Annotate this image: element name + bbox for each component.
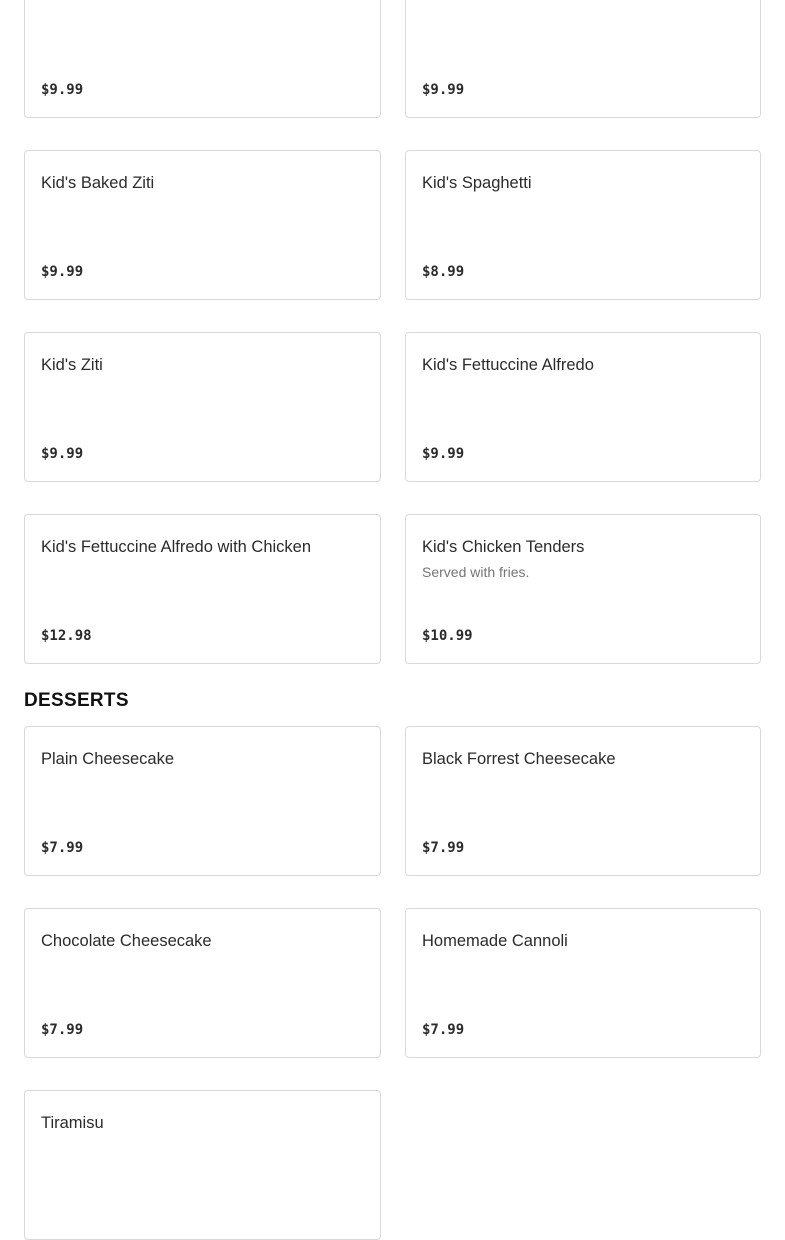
menu-item-price: $9.99	[422, 446, 465, 462]
menu-item-card[interactable]	[24, 150, 381, 300]
menu-item-price: $9.99	[41, 446, 84, 462]
menu-item-price: $12.98	[41, 628, 92, 644]
menu-item-description: Served with fries.	[422, 564, 530, 580]
menu-item-card[interactable]	[24, 726, 381, 876]
menu-item-card[interactable]	[405, 0, 761, 118]
menu-item-card[interactable]	[405, 726, 761, 876]
menu-item-price: $8.99	[422, 264, 465, 280]
menu-item-price: $7.99	[422, 1022, 465, 1038]
menu-item-price: $9.99	[41, 264, 84, 280]
menu-item-name: Kid's Ziti	[41, 356, 103, 374]
menu-item-card[interactable]	[405, 332, 761, 482]
menu-item-price: $7.99	[41, 840, 84, 856]
menu-item-name: Kid's Baked Ziti	[41, 174, 155, 192]
menu-item-card[interactable]	[405, 514, 761, 664]
menu-item-name: Kid's Spaghetti	[422, 174, 532, 192]
menu-item-price: $9.99	[41, 82, 84, 98]
menu-item-price: $9.99	[422, 82, 465, 98]
menu-item-name: Kid's Chicken Tenders	[422, 538, 585, 556]
menu-item-price: $7.99	[422, 840, 465, 856]
menu-item-price: $7.99	[41, 1022, 84, 1038]
menu-item-card[interactable]	[24, 1090, 381, 1240]
menu-item-name: Chocolate Cheesecake	[41, 932, 212, 950]
menu-item-card[interactable]	[405, 908, 761, 1058]
menu-item-name: Plain Cheesecake	[41, 750, 174, 768]
menu-item-name: Homemade Cannoli	[422, 932, 568, 950]
kids-menu-grid	[24, 0, 761, 664]
section-heading-desserts: DESSERTS	[24, 690, 129, 711]
menu-item-card[interactable]	[24, 0, 381, 118]
desserts-menu-grid	[24, 726, 761, 1240]
menu-item-card[interactable]	[24, 514, 381, 664]
menu-item-card[interactable]	[405, 150, 761, 300]
menu-item-name: Black Forrest Cheesecake	[422, 750, 616, 768]
menu-item-name: Kid's Fettuccine Alfredo with Chicken	[41, 538, 312, 556]
menu-item-card[interactable]	[24, 908, 381, 1058]
menu-item-name: Kid's Fettuccine Alfredo	[422, 356, 594, 374]
menu-item-card[interactable]	[24, 332, 381, 482]
menu-item-name: Tiramisu	[41, 1114, 104, 1132]
menu-item-price: $10.99	[422, 628, 473, 644]
